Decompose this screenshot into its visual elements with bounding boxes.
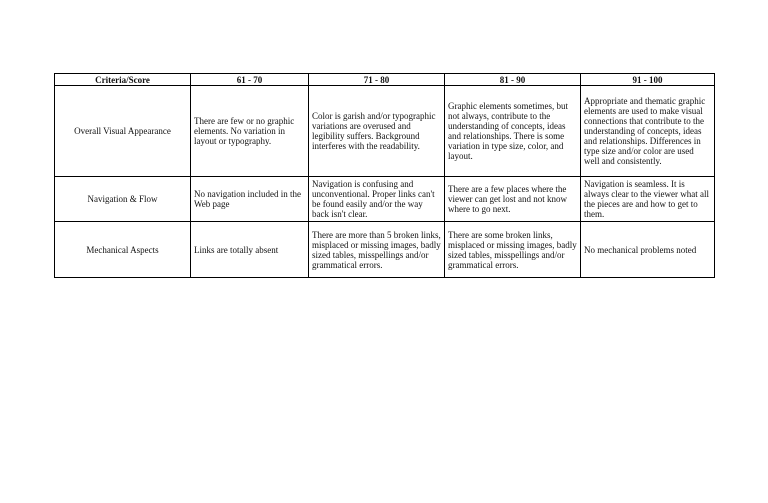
rubric-table	[54, 73, 715, 278]
criterion-cell: Mechanical Aspects	[55, 222, 191, 278]
table-cell: Graphic elements sometimes, but not always, contribute to the understanding of concepts, ideas and relationships. There is some variation in type size, color, and layout.	[445, 86, 581, 177]
table-cell: There are a few places where the viewer can get lost and not know where to go next.	[445, 177, 581, 222]
table-row	[55, 177, 715, 222]
header-score-61-70: 61 - 70	[191, 74, 309, 86]
table-cell: There are few or no graphic elements. No variation in layout or typography.	[191, 86, 309, 177]
table-cell: There are some broken links, misplaced or missing images, badly sized tables, misspellings and/or grammatical errors.	[445, 222, 581, 278]
table-cell: Color is garish and/or typographic variations are overused and legibility suffers. Background interferes with the readability.	[309, 86, 445, 177]
criterion-cell: Navigation & Flow	[55, 177, 191, 222]
table-cell: No navigation included in the Web page	[191, 177, 309, 222]
table-cell: Navigation is confusing and unconventional. Proper links can't be found easily and/or the way back isn't clear.	[309, 177, 445, 222]
table-cell: Links are totally absent	[191, 222, 309, 278]
header-row	[55, 74, 715, 86]
header-score-81-90: 81 - 90	[445, 74, 581, 86]
header-criteria: Criteria/Score	[55, 74, 191, 86]
header-score-71-80: 71 - 80	[309, 74, 445, 86]
table-row	[55, 222, 715, 278]
table-cell: Appropriate and thematic graphic elements are used to make visual connections that contribute to the understanding of concepts, ideas and relationships. Differences in type size and/or color are used well and consistently.	[581, 86, 715, 177]
header-score-91-100: 91 - 100	[581, 74, 715, 86]
criterion-cell: Overall Visual Appearance	[55, 86, 191, 177]
table-cell: There are more than 5 broken links, misplaced or missing images, badly sized tables, misspellings and/or grammatical errors.	[309, 222, 445, 278]
table-row	[55, 86, 715, 177]
table-cell: No mechanical problems noted	[581, 222, 715, 278]
table-cell: Navigation is seamless. It is always clear to the viewer what all the pieces are and how to get to them.	[581, 177, 715, 222]
